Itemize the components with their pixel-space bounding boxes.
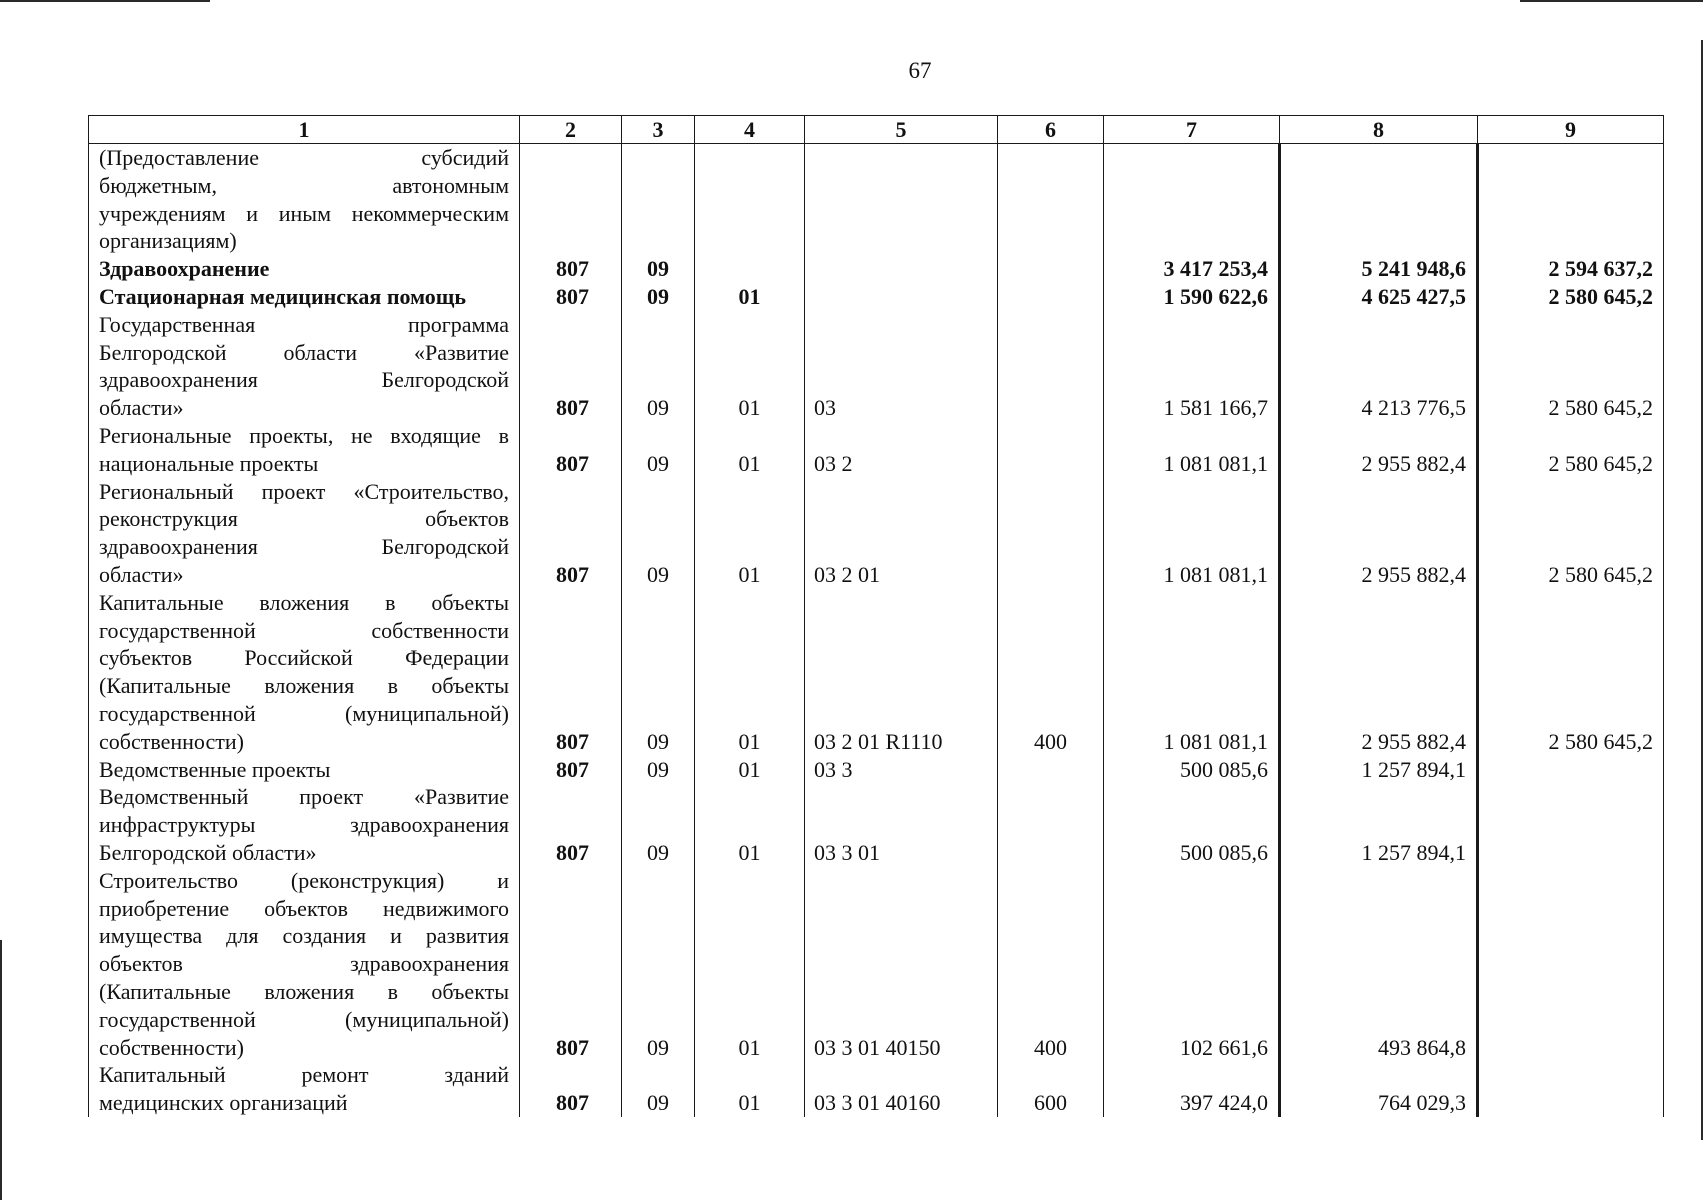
section-code: 09	[622, 756, 695, 784]
subsection-code	[695, 144, 805, 256]
column-header: 6	[998, 116, 1104, 144]
amount-col-7: 1 581 166,7	[1104, 311, 1280, 422]
subsection-code: 01	[695, 867, 805, 1062]
chapter-code: 807	[520, 756, 622, 784]
expense-type-code	[998, 311, 1104, 422]
description-line: объектов здравоохранения	[99, 951, 509, 977]
table-row	[89, 144, 1664, 256]
expense-type-code	[998, 783, 1104, 866]
description-line: приобретение объектов недвижимого	[99, 895, 509, 921]
amount-col-8: 1 257 894,1	[1280, 783, 1478, 866]
chapter-code: 807	[520, 783, 622, 866]
chapter-code: 807	[520, 867, 622, 1062]
amount-col-7: 397 424,0	[1104, 1061, 1280, 1117]
scan-border-left	[0, 940, 2, 1200]
row-description	[89, 783, 520, 866]
description-line: субъектов Российской Федерации	[99, 645, 509, 671]
amount-col-9: 2 580 645,2	[1478, 422, 1664, 478]
amount-col-8: 2 955 882,4	[1280, 478, 1478, 589]
description-line: собственности)	[99, 728, 244, 754]
amount-col-9: 2 580 645,2	[1478, 478, 1664, 589]
description-line: имущества для создания и развития	[99, 923, 509, 949]
page-number: 67	[908, 58, 932, 83]
chapter-code: 807	[520, 255, 622, 283]
description-line: области»	[99, 561, 184, 587]
section-code: 09	[622, 422, 695, 478]
expense-type-code: 400	[998, 867, 1104, 1062]
description-line: Белгородской области»	[99, 839, 317, 865]
amount-col-9: 2 580 645,2	[1478, 311, 1664, 422]
description-line: здравоохранения Белгородской	[99, 534, 509, 560]
row-description	[89, 311, 520, 422]
target-article-code: 03 3 01 40150	[805, 867, 998, 1062]
section-code: 09	[622, 867, 695, 1062]
chapter-code: 807	[520, 311, 622, 422]
amount-col-8: 1 257 894,1	[1280, 756, 1478, 784]
target-article-code	[805, 144, 998, 256]
description-line: государственной (муниципальной)	[99, 1006, 509, 1032]
description-line: бюджетным, автономным	[99, 172, 509, 198]
subsection-code: 01	[695, 478, 805, 589]
target-article-code: 03 3 01	[805, 783, 998, 866]
amount-col-7: 102 661,6	[1104, 867, 1280, 1062]
row-description	[89, 756, 520, 784]
description-line: медицинских организаций	[99, 1090, 348, 1116]
expense-type-code	[998, 756, 1104, 784]
amount-col-8: 4 213 776,5	[1280, 311, 1478, 422]
amount-col-7: 1 590 622,6	[1104, 283, 1280, 311]
target-article-code	[805, 283, 998, 311]
section-code: 09	[622, 283, 695, 311]
target-article-code	[805, 255, 998, 283]
table-body	[89, 144, 1664, 1117]
subsection-code	[695, 255, 805, 283]
table-row	[89, 283, 1664, 311]
description-line: Капитальный ремонт зданий	[99, 1062, 509, 1088]
amount-col-9: 2 580 645,2	[1478, 589, 1664, 756]
column-header: 3	[622, 116, 695, 144]
chapter-code: 807	[520, 589, 622, 756]
description-line: Капитальные вложения в объекты	[99, 589, 509, 615]
description-line: организациям)	[99, 228, 237, 254]
section-code	[622, 144, 695, 256]
expense-type-code	[998, 283, 1104, 311]
amount-col-7: 1 081 081,1	[1104, 478, 1280, 589]
description-line: Ведомственные проекты	[99, 756, 331, 782]
table-header-row	[89, 116, 1664, 144]
amount-col-8	[1280, 144, 1478, 256]
table-row	[89, 478, 1664, 589]
chapter-code	[520, 144, 622, 256]
amount-col-9	[1478, 1061, 1664, 1117]
amount-col-9: 2 580 645,2	[1478, 283, 1664, 311]
expense-type-code	[998, 144, 1104, 256]
column-header: 4	[695, 116, 805, 144]
subsection-code: 01	[695, 283, 805, 311]
description-line: Строительство (реконструкция) и	[99, 867, 509, 893]
description-line: собственности)	[99, 1034, 244, 1060]
amount-col-8: 4 625 427,5	[1280, 283, 1478, 311]
amount-col-9	[1478, 144, 1664, 256]
expense-type-code	[998, 422, 1104, 478]
table-row	[89, 311, 1664, 422]
amount-col-7: 500 085,6	[1104, 783, 1280, 866]
section-code: 09	[622, 478, 695, 589]
expense-type-code	[998, 255, 1104, 283]
column-header: 7	[1104, 116, 1280, 144]
section-code: 09	[622, 311, 695, 422]
subsection-code: 01	[695, 1061, 805, 1117]
amount-col-7: 1 081 081,1	[1104, 589, 1280, 756]
target-article-code: 03 3	[805, 756, 998, 784]
scan-border-top-right	[1520, 0, 1703, 2]
amount-col-8: 764 029,3	[1280, 1061, 1478, 1117]
chapter-code: 807	[520, 1061, 622, 1117]
description-line: Здравоохранение	[99, 256, 270, 282]
amount-col-9	[1478, 867, 1664, 1062]
table-row	[89, 756, 1664, 784]
amount-col-8: 2 955 882,4	[1280, 589, 1478, 756]
amount-col-8: 5 241 948,6	[1280, 255, 1478, 283]
expense-type-code: 600	[998, 1061, 1104, 1117]
subsection-code: 01	[695, 422, 805, 478]
row-description	[89, 255, 520, 283]
section-code: 09	[622, 255, 695, 283]
amount-col-7: 500 085,6	[1104, 756, 1280, 784]
column-header: 5	[805, 116, 998, 144]
target-article-code: 03 2	[805, 422, 998, 478]
target-article-code: 03 2 01 R1110	[805, 589, 998, 756]
row-description	[89, 867, 520, 1062]
amount-col-7: 3 417 253,4	[1104, 255, 1280, 283]
row-description	[89, 478, 520, 589]
description-line: Белгородской области «Развитие	[99, 339, 509, 365]
chapter-code: 807	[520, 422, 622, 478]
amount-col-9	[1478, 783, 1664, 866]
description-line: инфраструктуры здравоохранения	[99, 812, 509, 838]
row-description	[89, 1061, 520, 1117]
chapter-code: 807	[520, 283, 622, 311]
table-row	[89, 422, 1664, 478]
row-description	[89, 283, 520, 311]
budget-table	[88, 115, 1664, 1117]
table-row	[89, 589, 1664, 756]
chapter-code: 807	[520, 478, 622, 589]
description-line: (Капитальные вложения в объекты	[99, 673, 509, 699]
description-line: (Предоставление субсидий	[99, 145, 509, 170]
description-line: Государственная программа	[99, 311, 509, 337]
row-description	[89, 422, 520, 478]
subsection-code: 01	[695, 311, 805, 422]
section-code: 09	[622, 589, 695, 756]
description-line: Региональный проект «Строительство,	[99, 478, 509, 504]
description-line: (Капитальные вложения в объекты	[99, 978, 509, 1004]
description-line: реконструкция объектов	[99, 506, 509, 532]
amount-col-9: 2 594 637,2	[1478, 255, 1664, 283]
section-code: 09	[622, 1061, 695, 1117]
description-line: учреждениям и иным некоммерческим	[99, 200, 509, 226]
amount-col-7: 1 081 081,1	[1104, 422, 1280, 478]
expense-type-code: 400	[998, 589, 1104, 756]
target-article-code: 03 2 01	[805, 478, 998, 589]
amount-col-8: 2 955 882,4	[1280, 422, 1478, 478]
amount-col-9	[1478, 756, 1664, 784]
subsection-code: 01	[695, 589, 805, 756]
description-line: национальные проекты	[99, 450, 319, 476]
table-row	[89, 867, 1664, 1062]
description-line: области»	[99, 395, 184, 421]
section-code: 09	[622, 783, 695, 866]
row-description	[89, 144, 520, 256]
scan-border-top	[0, 0, 210, 2]
amount-col-8: 493 864,8	[1280, 867, 1478, 1062]
description-line: государственной (муниципальной)	[99, 700, 509, 726]
subsection-code: 01	[695, 756, 805, 784]
description-line: Ведомственный проект «Развитие	[99, 784, 509, 810]
column-header: 2	[520, 116, 622, 144]
table-row	[89, 255, 1664, 283]
table-row	[89, 783, 1664, 866]
description-line: Региональные проекты, не входящие в	[99, 422, 509, 448]
column-header: 8	[1280, 116, 1478, 144]
description-line: Стационарная медицинская помощь	[99, 283, 466, 309]
table-row	[89, 1061, 1664, 1117]
row-description	[89, 589, 520, 756]
target-article-code: 03 3 01 40160	[805, 1061, 998, 1117]
subsection-code: 01	[695, 783, 805, 866]
description-line: здравоохранения Белгородской	[99, 367, 509, 393]
expense-type-code	[998, 478, 1104, 589]
amount-col-7	[1104, 144, 1280, 256]
column-header: 1	[89, 116, 520, 144]
target-article-code: 03	[805, 311, 998, 422]
column-header: 9	[1478, 116, 1664, 144]
description-line: государственной собственности	[99, 617, 509, 643]
